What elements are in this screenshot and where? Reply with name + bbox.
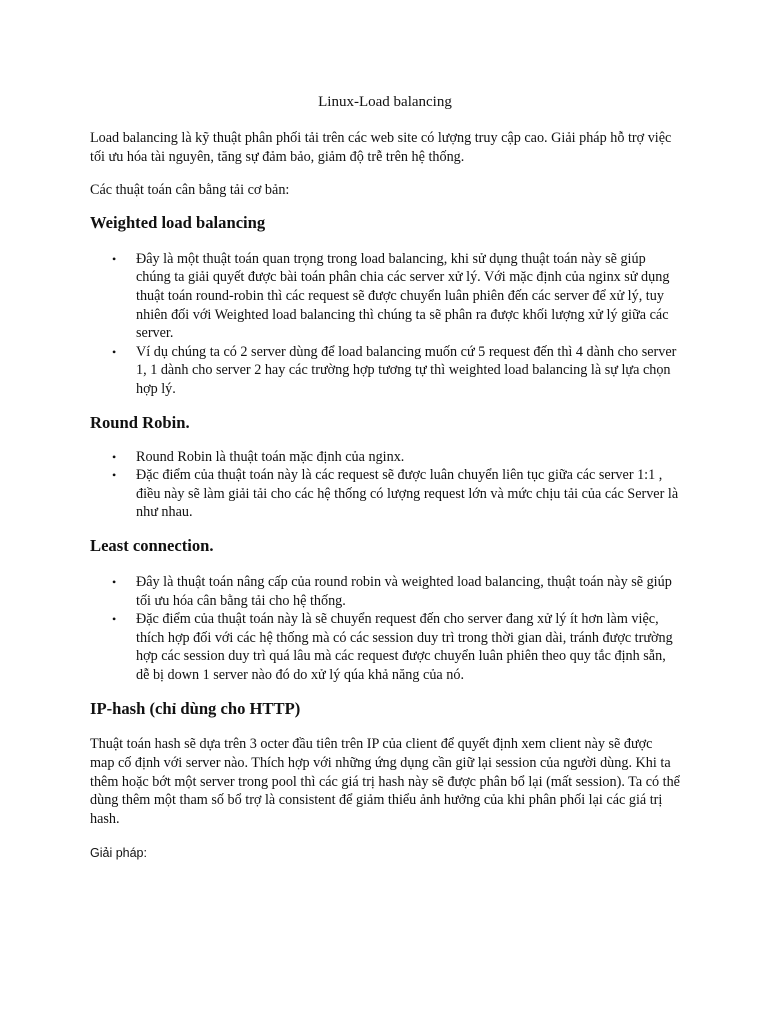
- list-item-text: Round Robin là thuật toán mặc định của nginx.: [136, 448, 405, 465]
- bullet-icon: •: [112, 468, 117, 483]
- intro-paragraph: Load balancing là kỹ thuật phân phối tải trên các web site có lượng truy cập cao. Giải pháp hỗ trợ việc tối ưu hóa tài nguyên, tăng sự đảm bảo, giảm độ trễ trên hệ thống.: [90, 130, 672, 165]
- weighted-list: [90, 250, 680, 399]
- list-item: [90, 250, 680, 343]
- bullet-icon: •: [112, 449, 117, 464]
- list-item-text: Ví dụ chúng ta có 2 server dùng để load balancing muốn cứ 5 request đến thì 4 dành cho server 1, 1 dành cho server 2 hay các trường hợp tương tự thì weighted load balancing là sự lựa chọn hợp lý.: [136, 343, 677, 397]
- document-page: [90, 92, 680, 862]
- list-item: [90, 610, 680, 684]
- document-title: Linux-Load balancing: [318, 94, 452, 110]
- list-item: [90, 343, 680, 399]
- heading-round-robin: Round Robin.: [90, 412, 190, 432]
- algorithms-lead: Các thuật toán cân bằng tải cơ bản:: [90, 182, 290, 199]
- round-robin-list: [90, 448, 680, 522]
- list-item: [90, 448, 680, 467]
- list-item: [90, 573, 680, 610]
- solution-label: Giải pháp:: [90, 846, 147, 861]
- list-item-text: Đây là một thuật toán quan trọng trong load balancing, khi sử dụng thuật toán này sẽ giúp chúng ta giải quyết được bài toán phân chia các server xử lý. Với mặc định của nginx sử dụng thuật toán round-robin thì các request sẽ được chuyển luân phiên đến các server để xử lý, tuy nhiên đối với Weighted load balancing thì chúng ta sẽ phân ra được khối lượng xử lý giữa các server.: [136, 250, 670, 342]
- bullet-icon: •: [112, 344, 117, 359]
- bullet-icon: •: [112, 612, 117, 627]
- list-item: [90, 466, 680, 522]
- bullet-icon: •: [112, 574, 117, 589]
- ip-hash-paragraph: Thuật toán hash sẽ dựa trên 3 octer đầu tiên trên IP của client để quyết định xem client này sẽ được map cố định với server nào. Thích hợp với những ứng dụng cần giữ lại session của người dùng. Khi ta thêm hoặc bớt một server trong pool thì các giá trị hash này sẽ được phân bổ lại (mất session). Ta có thể dùng thêm một tham số bổ trợ là consistent để giảm thiểu ảnh hưởng của khi phân phối lại các giá trị hash.: [90, 736, 680, 827]
- least-connection-list: [90, 573, 680, 685]
- heading-least-connection: Least connection.: [90, 535, 214, 555]
- heading-weighted-load-balancing: Weighted load balancing: [90, 212, 266, 232]
- heading-ip-hash: IP-hash (chỉ dùng cho HTTP): [90, 699, 301, 719]
- bullet-icon: •: [112, 251, 117, 266]
- list-item-text: Đây là thuật toán nâng cấp của round robin và weighted load balancing, thuật toán này sẽ giúp tối ưu hóa cân bằng tải cho hệ thống.: [136, 573, 672, 609]
- list-item-text: Đặc điểm của thuật toán này là các request sẽ được luân chuyển liên tục giữa các server 1:1 , điều này sẽ làm giải tải cho các hệ thống có lượng request lớn và mức chịu tải của các Server là như nhau.: [136, 467, 679, 521]
- list-item-text: Đặc điểm của thuật toán này là sẽ chuyển request đến cho server đang xử lý ít hơn làm việc, thích hợp đối với các hệ thống mà có các session duy trì trong thời gian dài, tránh được trường hợp các session duy trì quá lâu mà các request được chuyển luân phiên theo quy tắc định sẵn, dễ bị down 1 server nào đó do xử lý qúa khả năng của nó.: [136, 611, 673, 683]
